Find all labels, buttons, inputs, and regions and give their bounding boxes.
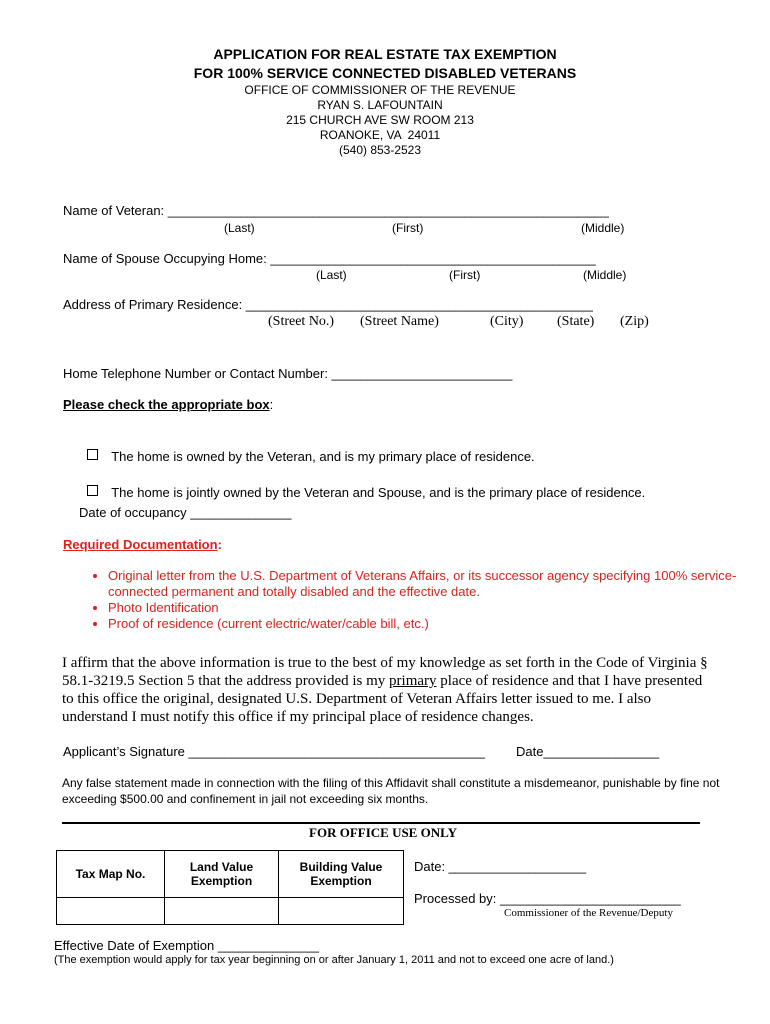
spouse-last-caption: (Last) [316, 268, 347, 282]
occupancy-date-field[interactable]: Date of occupancy ______________ [79, 505, 292, 520]
spouse-middle-caption: (Middle) [583, 268, 627, 282]
office-use-table [56, 850, 404, 925]
office-name: OFFICE OF COMMISSIONER OF THE REVENUE [244, 83, 516, 97]
veteran-name-field[interactable]: Name of Veteran: _____________________________________________________________ [63, 203, 609, 218]
doc-proof-residence: • Proof of residence (current electric/water/cable bill, etc.) [108, 616, 748, 632]
phone-field[interactable]: Home Telephone Number or Contact Number: _________________________ [63, 366, 513, 381]
affirmation-paragraph: I affirm that the above information is true to the best of my knowledge as set forth in the Code of Virginia § 58.1-3219.5 Section 5 that the address provided is my primary place of residence and that I have presented to this office the original, designated U.S. Department of Veteran Affairs letter issued to me. I also understand I must notify this office if my principal place of residence changes. [62, 655, 708, 725]
building-value-cell[interactable] [279, 898, 404, 925]
land-value-header: Land Value Exemption [165, 851, 279, 898]
tax-map-cell[interactable] [57, 898, 165, 925]
veteran-middle-caption: (Middle) [581, 221, 625, 235]
street-no-caption: (Street No.) [268, 314, 335, 329]
option-label: The home is owned by the Veteran, and is my primary place of residence. [111, 449, 535, 464]
office-date-field[interactable]: Date: ___________________ [414, 859, 587, 874]
effective-date-field[interactable]: Effective Date of Exemption ______________ [54, 938, 320, 953]
option-jointly-owned[interactable] [80, 470, 645, 500]
office-city: ROANOKE, VA 24011 [319, 128, 441, 142]
street-name-caption: (Street Name) [360, 314, 439, 329]
option-label: The home is jointly owned by the Veteran and Spouse, and is the primary place of residence. [111, 485, 646, 500]
checkbox[interactable] [87, 485, 98, 496]
veteran-first-caption: (First) [392, 221, 424, 235]
land-value-cell[interactable] [165, 898, 279, 925]
building-value-header: Building Value Exemption [279, 851, 404, 898]
doc-photo-id: • Photo Identification [108, 600, 748, 616]
exemption-note: (The exemption would apply for tax year beginning on or after January 1, 2011 and not to exceed one acre of land.) [54, 954, 614, 966]
signature-date-field[interactable]: Date________________ [516, 744, 660, 759]
signature-field[interactable]: Applicant’s Signature _________________________________________ [63, 744, 485, 759]
section-divider [62, 822, 700, 824]
form-title-line1: APPLICATION FOR REAL ESTATE TAX EXEMPTION [213, 46, 557, 62]
documentation-heading: Required Documentation: [63, 537, 222, 552]
processed-by-field[interactable]: Processed by: _________________________ [414, 891, 681, 906]
spouse-name-field[interactable]: Name of Spouse Occupying Home: _____________________________________________ [63, 251, 596, 266]
tax-map-header: Tax Map No. [57, 851, 165, 898]
office-use-heading: FOR OFFICE USE ONLY [309, 825, 457, 840]
zip-caption: (Zip) [620, 314, 649, 329]
check-heading: Please check the appropriate box: [63, 397, 274, 412]
commissioner-name: RYAN S. LAFOUNTAIN [317, 98, 443, 112]
city-caption: (City) [490, 314, 524, 329]
checkbox[interactable] [87, 449, 98, 460]
documentation-list [70, 568, 748, 632]
form-title-line2: FOR 100% SERVICE CONNECTED DISABLED VETERANS [193, 65, 577, 81]
false-statement-notice: Any false statement made in connection with the filing of this Affidavit shall constitute a misdemeanor, punishable by fine not exceeding $500.00 and confinement in jail not exceeding six months. [62, 776, 720, 806]
commissioner-caption: Commissioner of the Revenue/Deputy [504, 907, 673, 919]
doc-va-letter: • Original letter from the U.S. Department of Veterans Affairs, or its successor agency specifying 100% service-connected permanent and totally disabled and the effective date. [108, 568, 748, 600]
option-veteran-owned[interactable] [80, 434, 535, 464]
state-caption: (State) [557, 314, 595, 329]
office-phone: (540) 853-2523 [338, 143, 422, 157]
address-field[interactable]: Address of Primary Residence: ________________________________________________ [63, 297, 593, 312]
veteran-last-caption: (Last) [224, 221, 255, 235]
office-street: 215 CHURCH AVE SW ROOM 213 [286, 113, 474, 127]
spouse-first-caption: (First) [449, 268, 481, 282]
